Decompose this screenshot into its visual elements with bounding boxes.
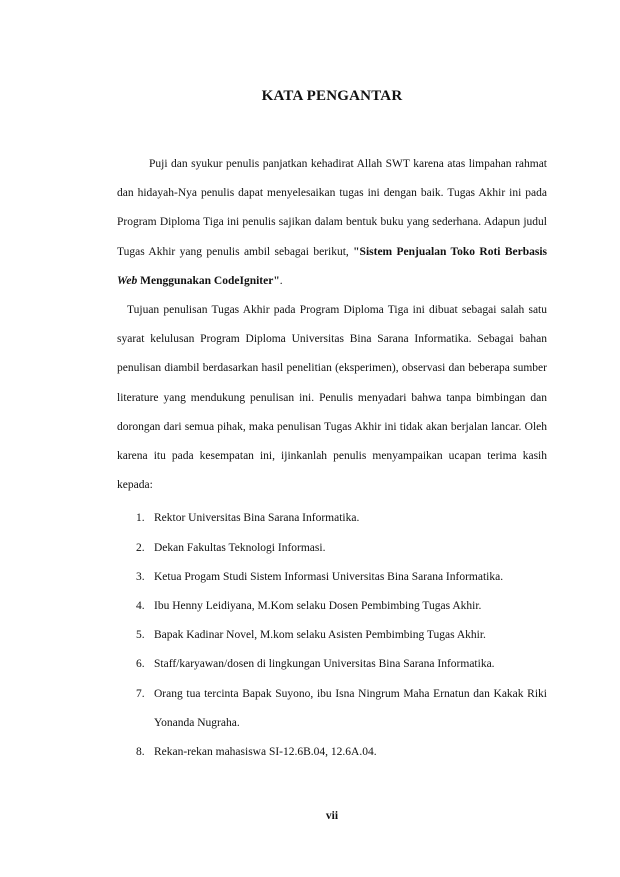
list-item-number: 4. <box>136 600 145 613</box>
paragraph-intro <box>117 150 547 296</box>
list-item-text: Rekan-rekan mahasiswa SI-12.6B.04, 12.6A.04. <box>154 746 377 759</box>
list-item <box>117 680 547 738</box>
list-item-text: Staff/karyawan/dosen di lingkungan Universitas Bina Sarana Informatika. <box>154 658 495 671</box>
page-title: KATA PENGANTAR <box>261 88 403 104</box>
list-item <box>117 534 547 563</box>
thesis-title-italic: Web <box>117 274 138 287</box>
list-item-number: 6. <box>136 658 145 671</box>
list-item-text: Ketua Progam Studi Sistem Informasi Universitas Bina Sarana Informatika. <box>154 570 504 583</box>
list-item <box>117 738 547 767</box>
list-item-text: Dekan Fakultas Teknologi Informasi. <box>154 541 326 554</box>
list-item-text: Bapak Kadinar Novel, M.kom selaku Asisten Pembimbing Tugas Akhir. <box>154 629 486 642</box>
paragraph-intro-end: . <box>279 274 283 287</box>
list-item-text: Rektor Universitas Bina Sarana Informatika. <box>154 512 360 525</box>
list-item-number: 8. <box>136 746 145 759</box>
list-item <box>117 504 547 533</box>
list-item-number: 3. <box>136 570 145 583</box>
acknowledgement-list <box>117 504 547 767</box>
list-item-number: 7. <box>136 687 145 700</box>
paragraph-purpose: Tujuan penulisan Tugas Akhir pada Program Diploma Tiga ini dibuat sebagai salah satu syarat kelulusan Program Diploma Universitas Bina Sarana Informatika. Sebagai bahan penulisan diambil berdasarkan hasil penelitian (eksperimen), observasi dan beberapa sumber literature yang mendukung penulisan ini. Penulis menyadari bahwa tanpa bimbingan dan dorongan dari semua pihak, maka penulisan Tugas Akhir ini tidak akan berjalan lancar. Oleh karena itu pada kesempatan ini, ijinkanlah penulis menyampaikan ucapan terima kasih kepada: <box>117 304 547 492</box>
list-item-number: 1. <box>136 512 145 525</box>
paragraph-intro-text: Puji dan syukur penulis panjatkan kehadirat Allah SWT karena atas limpahan rahmat dan hidayah-Nya penulis dapat menyelesaikan tugas ini dengan baik. Tugas Akhir ini pada Program Diploma Tiga ini penulis sajikan dalam bentuk buku yang sederhana. Adapun judul Tugas Akhir yang penulis ambil sebagai berikut, <box>117 158 547 258</box>
thesis-title-part-a: "Sistem Penjualan Toko Roti Berbasis <box>353 245 548 258</box>
list-item-number: 5. <box>136 629 145 642</box>
list-item-number: 2. <box>136 541 145 554</box>
document-body <box>117 150 547 767</box>
list-item <box>117 621 547 650</box>
list-item-text: Ibu Henny Leidiyana, M.Kom selaku Dosen Pembimbing Tugas Akhir. <box>154 600 482 613</box>
list-item <box>117 563 547 592</box>
list-item <box>117 650 547 679</box>
list-item-text: Orang tua tercinta Bapak Suyono, ibu Isna Ningrum Maha Ernatun dan Kakak Riki Yonanda Nugraha. <box>154 687 547 729</box>
page-number: vii <box>325 810 339 822</box>
thesis-title-part-b: Menggunakan CodeIgniter" <box>137 274 280 287</box>
list-item <box>117 592 547 621</box>
